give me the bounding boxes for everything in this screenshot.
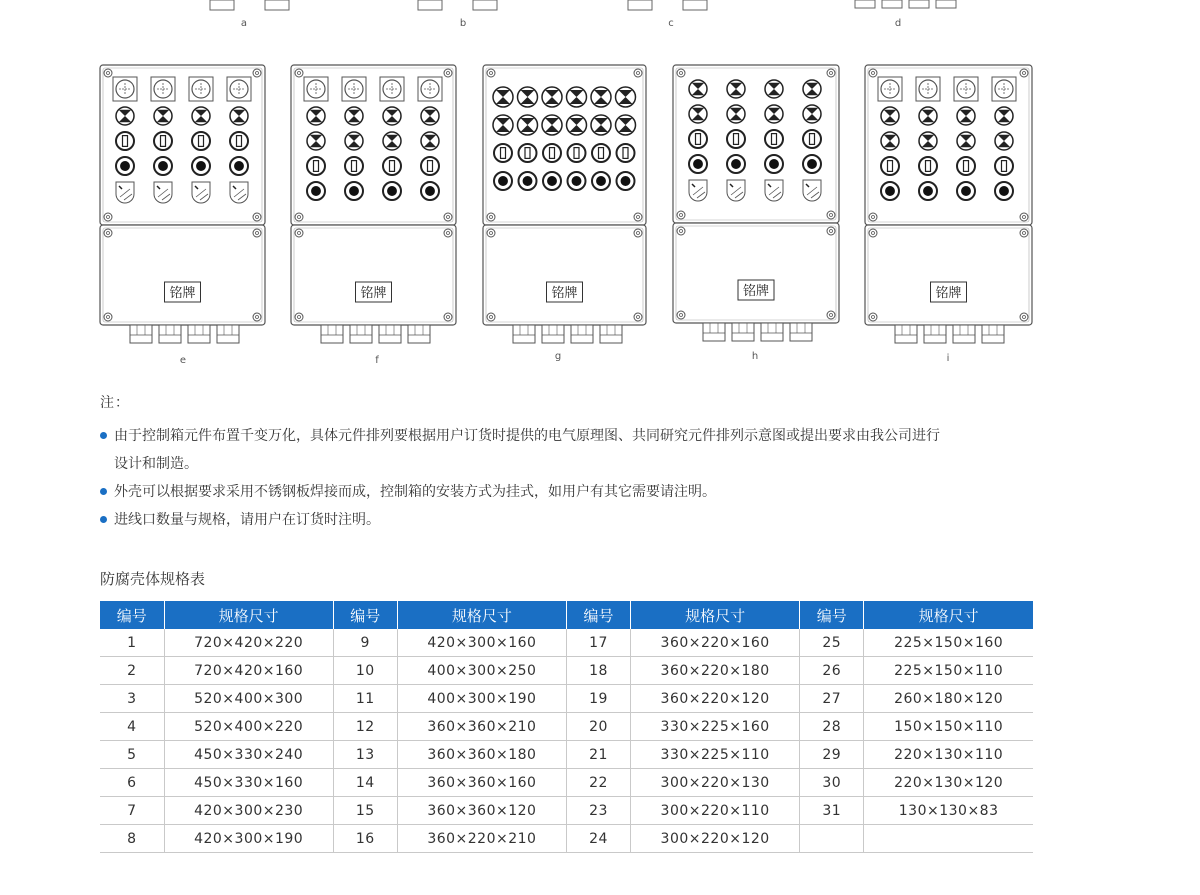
cell-size: 130×130×83 [864,797,1033,825]
top-figure-glands [0,0,1200,40]
table-row [100,825,1033,853]
cell-number: 18 [566,657,630,685]
cable-gland-icon [982,325,1004,343]
note-item [100,422,1060,450]
screw-icon [444,313,452,321]
screw-icon [104,313,112,321]
cell-size: 360×360×120 [397,797,566,825]
screw-icon [487,213,495,221]
cable-gland-icon [703,323,725,341]
nameplate-label: 铭牌 [935,286,962,301]
screw-icon [634,313,642,321]
screw-icon [104,69,112,77]
screw-icon [634,213,642,221]
bullet-icon [100,488,107,495]
cell-number: 16 [333,825,397,853]
notes-title: 注： [100,395,130,411]
figure-label-b: b [459,18,467,29]
cell-size: 360×220×180 [631,657,800,685]
cell-number [800,825,864,853]
cable-gland-icon [924,325,946,343]
cable-gland-icon [379,325,401,343]
header-size: 规格尺寸 [864,601,1033,629]
cell-size: 360×220×160 [631,629,800,657]
cell-number: 10 [333,657,397,685]
cell-number: 19 [566,685,630,713]
note-text: 由于控制箱元件布置千变万化，具体元件排列要根据用户订货时提供的电气原理图、共同研究元件排列示意图或提出要求由我公司进行 [114,428,940,444]
cell-number: 13 [333,741,397,769]
cell-size: 420×300×190 [164,825,333,853]
cell-size: 450×330×160 [164,769,333,797]
figure-label-d: d [894,18,902,29]
note-item-continuation [100,450,1060,478]
table-title: 防腐壳体规格表 [100,570,206,588]
cell-size: 150×150×110 [864,713,1033,741]
terminal-box [865,225,1032,325]
note-item [100,478,1060,506]
screw-icon [1020,213,1028,221]
cell-size: 400×300×250 [397,657,566,685]
screw-icon [827,227,835,235]
cable-gland-icon [408,325,430,343]
control-box-drawing [0,55,1200,365]
note-text: 设计和制造。 [114,456,198,472]
spec-table [100,601,1033,853]
cell-size: 360×360×160 [397,769,566,797]
cell-size: 720×420×160 [164,657,333,685]
nameplate-label: 铭牌 [360,286,387,301]
cell-number: 31 [800,797,864,825]
cell-number: 21 [566,741,630,769]
cell-number: 17 [566,629,630,657]
screw-icon [827,311,835,319]
screw-icon [104,213,112,221]
figure-label-f: f [375,355,379,366]
screw-icon [295,69,303,77]
cable-gland-icon [732,323,754,341]
cable-gland-icon [600,325,622,343]
figure-label-c: c [668,18,674,29]
terminal-box [291,225,456,325]
screw-icon [253,229,261,237]
cell-size: 520×400×300 [164,685,333,713]
cell-size: 360×220×120 [631,685,800,713]
terminal-box [100,225,265,325]
nameplate-label: 铭牌 [742,284,770,299]
cable-gland-icon [217,325,239,343]
screw-icon [1020,229,1028,237]
screw-icon [295,313,303,321]
cell-number: 11 [333,685,397,713]
cell-number: 30 [800,769,864,797]
cell-size [864,825,1033,853]
cable-gland-icon [953,325,975,343]
cell-size: 450×330×240 [164,741,333,769]
cell-number: 24 [566,825,630,853]
terminal-box [483,225,646,325]
cell-size: 300×220×120 [631,825,800,853]
nameplate-label: 铭牌 [169,286,196,301]
cable-gland-icon [761,323,783,341]
screw-icon [253,313,261,321]
table-row [100,741,1033,769]
cell-number: 12 [333,713,397,741]
figure-label-e: e [179,355,187,366]
cable-gland-icon [542,325,564,343]
cell-number: 29 [800,741,864,769]
cell-number: 20 [566,713,630,741]
cell-size: 330×225×160 [631,713,800,741]
table-row [100,685,1033,713]
screw-icon [677,211,685,219]
table-row [100,657,1033,685]
control-box-diagrams [0,55,1200,375]
header-size: 规格尺寸 [164,601,333,629]
screw-icon [677,69,685,77]
cell-size: 360×220×210 [397,825,566,853]
cell-size: 220×130×110 [864,741,1033,769]
screw-icon [295,213,303,221]
table-header-row [100,601,1033,629]
cell-size: 300×220×110 [631,797,800,825]
cell-size: 400×300×190 [397,685,566,713]
cable-gland-icon [130,325,152,343]
screw-icon [827,69,835,77]
screw-icon [634,229,642,237]
cell-number: 22 [566,769,630,797]
cell-size: 220×130×120 [864,769,1033,797]
cell-size: 420×300×230 [164,797,333,825]
screw-icon [295,229,303,237]
bullet-icon [100,432,107,439]
screw-icon [869,69,877,77]
cell-number: 9 [333,629,397,657]
cell-size: 225×150×160 [864,629,1033,657]
header-number: 编号 [333,601,397,629]
cell-size: 360×360×210 [397,713,566,741]
screw-icon [487,229,495,237]
cell-number: 1 [100,629,164,657]
cell-size: 260×180×120 [864,685,1033,713]
header-number: 编号 [566,601,630,629]
cable-gland-icon [159,325,181,343]
cell-size: 360×360×180 [397,741,566,769]
cell-size: 225×150×110 [864,657,1033,685]
cable-gland-icon [188,325,210,343]
cell-number: 3 [100,685,164,713]
screw-icon [487,69,495,77]
cell-number: 2 [100,657,164,685]
screw-icon [253,69,261,77]
screw-icon [253,213,261,221]
cell-number: 4 [100,713,164,741]
header-size: 规格尺寸 [631,601,800,629]
screw-icon [827,211,835,219]
screw-icon [869,229,877,237]
screw-icon [869,213,877,221]
cell-number: 8 [100,825,164,853]
screw-icon [444,229,452,237]
cell-size: 330×225×110 [631,741,800,769]
header-number: 编号 [100,601,164,629]
nameplate-label: 铭牌 [551,286,578,301]
screw-icon [1020,313,1028,321]
cell-number: 23 [566,797,630,825]
screw-icon [677,311,685,319]
screw-icon [1020,69,1028,77]
table-row [100,713,1033,741]
screw-icon [487,313,495,321]
screw-icon [634,69,642,77]
header-number: 编号 [800,601,864,629]
figure-label-i: i [946,353,950,364]
table-row [100,797,1033,825]
cable-gland-icon [571,325,593,343]
cable-gland-icon [350,325,372,343]
cell-size: 520×400×220 [164,713,333,741]
cell-number: 26 [800,657,864,685]
cell-number: 27 [800,685,864,713]
cell-number: 28 [800,713,864,741]
note-item [100,506,1060,534]
bullet-icon [100,516,107,523]
table-row [100,769,1033,797]
screw-icon [444,69,452,77]
screw-icon [444,213,452,221]
screw-icon [677,227,685,235]
cable-gland-icon [790,323,812,341]
cell-number: 6 [100,769,164,797]
cell-size: 720×420×220 [164,629,333,657]
cell-size: 420×300×160 [397,629,566,657]
table-row [100,629,1033,657]
cell-size: 300×220×130 [631,769,800,797]
note-text: 进线口数量与规格，请用户在订货时注明。 [114,512,380,528]
header-size: 规格尺寸 [397,601,566,629]
notes-section [100,392,1060,534]
cell-number: 15 [333,797,397,825]
cell-number: 7 [100,797,164,825]
figure-label-g: g [554,351,562,362]
note-text: 外壳可以根据要求采用不锈钢板焊接而成，控制箱的安装方式为挂式，如用户有其它需要请注明。 [114,484,716,500]
top-figure-strip [0,0,1200,40]
cell-number: 25 [800,629,864,657]
cable-gland-icon [321,325,343,343]
cable-gland-icon [895,325,917,343]
figure-label-a: a [240,18,248,29]
figure-label-h: h [751,351,759,362]
screw-icon [869,313,877,321]
screw-icon [104,229,112,237]
cell-number: 14 [333,769,397,797]
cable-gland-icon [513,325,535,343]
terminal-box [673,223,839,323]
cell-number: 5 [100,741,164,769]
